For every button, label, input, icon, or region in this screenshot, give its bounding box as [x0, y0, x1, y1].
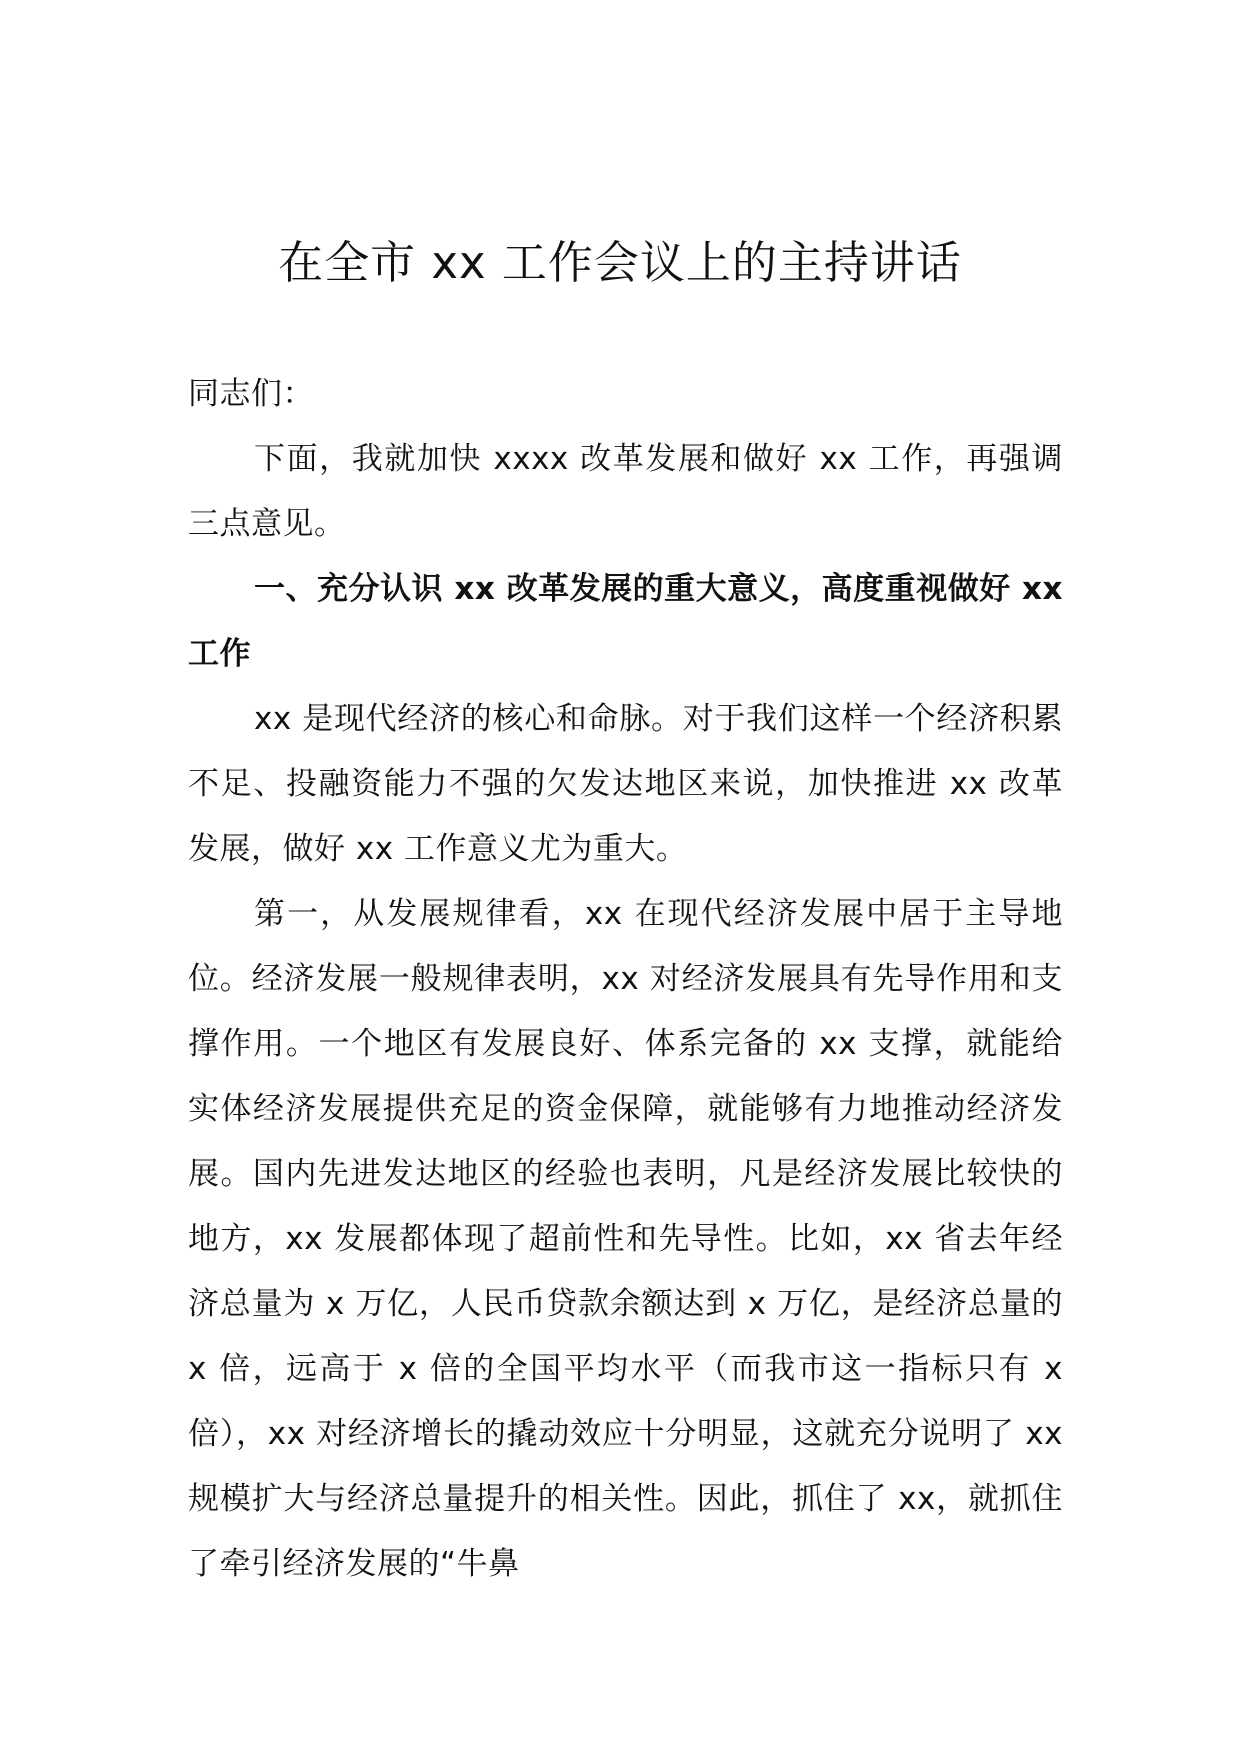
paragraph-intro: 下面，我就加快 xxxx 改革发展和做好 xx 工作，再强调三点意见。 — [188, 441, 1063, 542]
document-title: 在全市 xx 工作会议上的主持讲话 — [278, 236, 962, 289]
salutation: 同志们： — [188, 376, 314, 412]
paragraph: xx 是现代经济的核心和命脉。对于我们这样一个经济积累不足、投融资能力不强的欠发达地区来说，加快推进 xx 改革发展，做好 xx 工作意义尤为重大。 — [188, 701, 1063, 867]
section-heading: 一、充分认识 xx 改革发展的重大意义，高度重视做好 xx 工作 — [188, 571, 1063, 672]
paragraph: 第一，从发展规律看，xx 在现代经济发展中居于主导地位。经济发展一般规律表明，xx 对经济发展具有先导作用和支撑作用。一个地区有发展良好、体系完备的 xx 支撑，就能给实体经济发展提供充足的资金保障，就能够有力地推动经济发展。国内先进发达地区的经验也表明，凡是经济发展比较快的地方，xx 发展都体现了超前性和先导性。比如，xx 省去年经济总量为 x 万亿，人民币贷款余额达到 x 万亿，是经济总量的 x 倍，远高于 x 倍的全国平均水平（而我市这一指标只有 x 倍），xx 对经济增长的撬动效应十分明显，这就充分说明了 xx 规模扩大与经济总量提升的相关性。因此，抓住了 xx，就抓住了牵引经济发展的“牛鼻 — [188, 896, 1063, 1582]
document-body — [188, 362, 1063, 1597]
